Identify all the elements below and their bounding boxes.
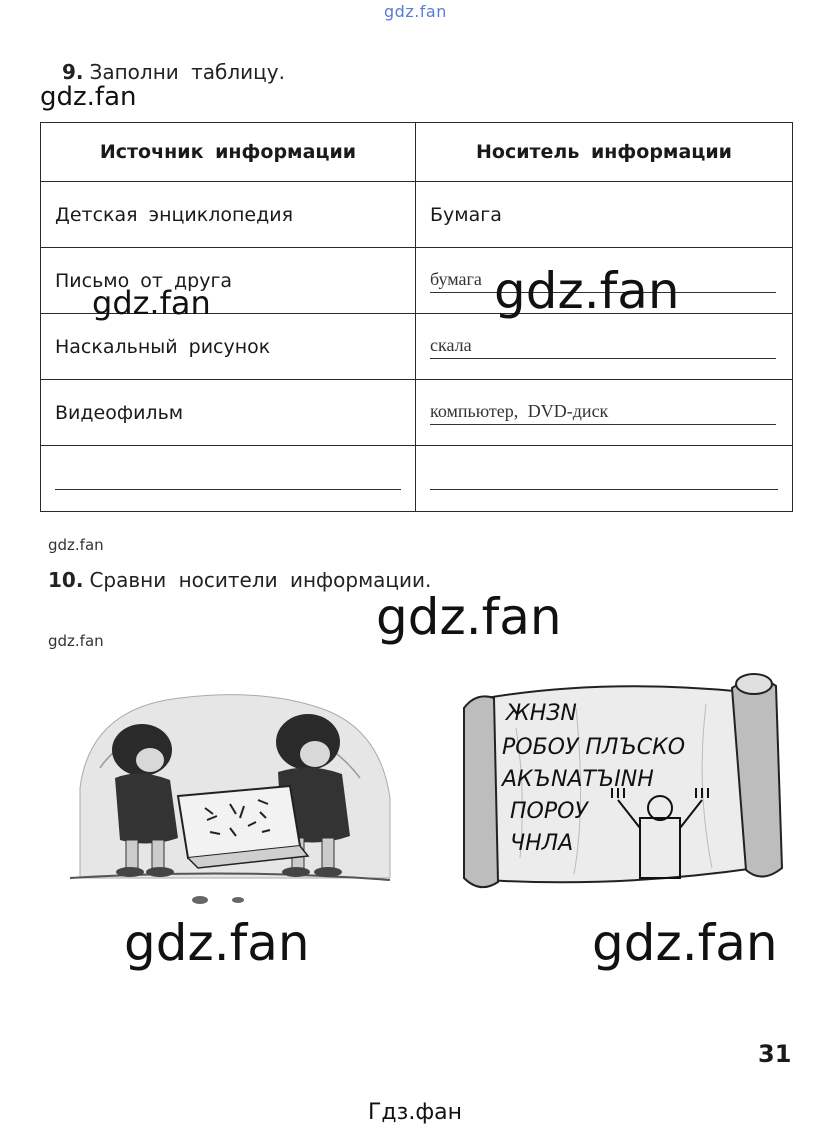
carrier-cell — [416, 314, 793, 380]
handwritten-answer: скала — [430, 334, 776, 359]
source-cell: Видеофильм — [41, 380, 416, 446]
source-cell: Детская энциклопедия — [41, 182, 416, 248]
table-header-row — [41, 123, 793, 182]
watermark: gdz.fan — [48, 536, 104, 554]
table-row — [41, 182, 793, 248]
watermark: gdz.fan — [124, 914, 310, 972]
scroll-line: ЖНЗN — [506, 701, 577, 726]
watermark: gdz.fan — [48, 632, 104, 650]
task-number: 9. — [62, 60, 84, 84]
carrier-cell — [416, 380, 793, 446]
task-text: Сравни носители информации. — [89, 568, 432, 592]
task-text: Заполни таблицу. — [89, 60, 285, 84]
watermark: gdz.fan — [40, 82, 137, 112]
watermark-top: gdz.fan — [384, 2, 447, 21]
task-number: 10. — [48, 568, 84, 592]
scroll-line: РОБОУ ПЛЪСКО — [502, 735, 686, 760]
watermark: gdz.fan — [92, 284, 211, 322]
handwritten-answer: бумага — [430, 268, 776, 293]
source-cell: Письмо от друга — [41, 248, 416, 314]
scroll-line: АКЪNАТЪINН — [502, 767, 654, 792]
header-source: Источник информации — [41, 123, 416, 182]
footer-watermark: Гдз.фан — [368, 1100, 462, 1125]
task-9-heading — [62, 60, 285, 84]
blank-line — [430, 467, 778, 490]
scroll-illustration — [456, 668, 792, 912]
carrier-cell-blank — [416, 446, 793, 512]
scroll-line: ЧНЛА — [510, 831, 574, 856]
watermark: gdz.fan — [494, 262, 680, 320]
watermark: gdz.fan — [592, 914, 778, 972]
table-row-blank — [41, 446, 793, 512]
cavemen-stone-tablet-illustration — [60, 668, 400, 908]
carrier-cell: Бумага — [416, 182, 793, 248]
scroll-line: ПОРОУ — [510, 799, 588, 824]
handwritten-answer: компьютер, DVD-диск — [430, 400, 776, 425]
source-cell-blank — [41, 446, 416, 512]
blank-line — [55, 467, 401, 490]
watermark: gdz.fan — [376, 588, 562, 646]
table-row — [41, 380, 793, 446]
page-number: 31 — [758, 1040, 792, 1068]
header-carrier: Носитель информации — [416, 123, 793, 182]
source-cell: Наскальный рисунок — [41, 314, 416, 380]
table-row — [41, 314, 793, 380]
task-10-heading — [48, 568, 431, 592]
